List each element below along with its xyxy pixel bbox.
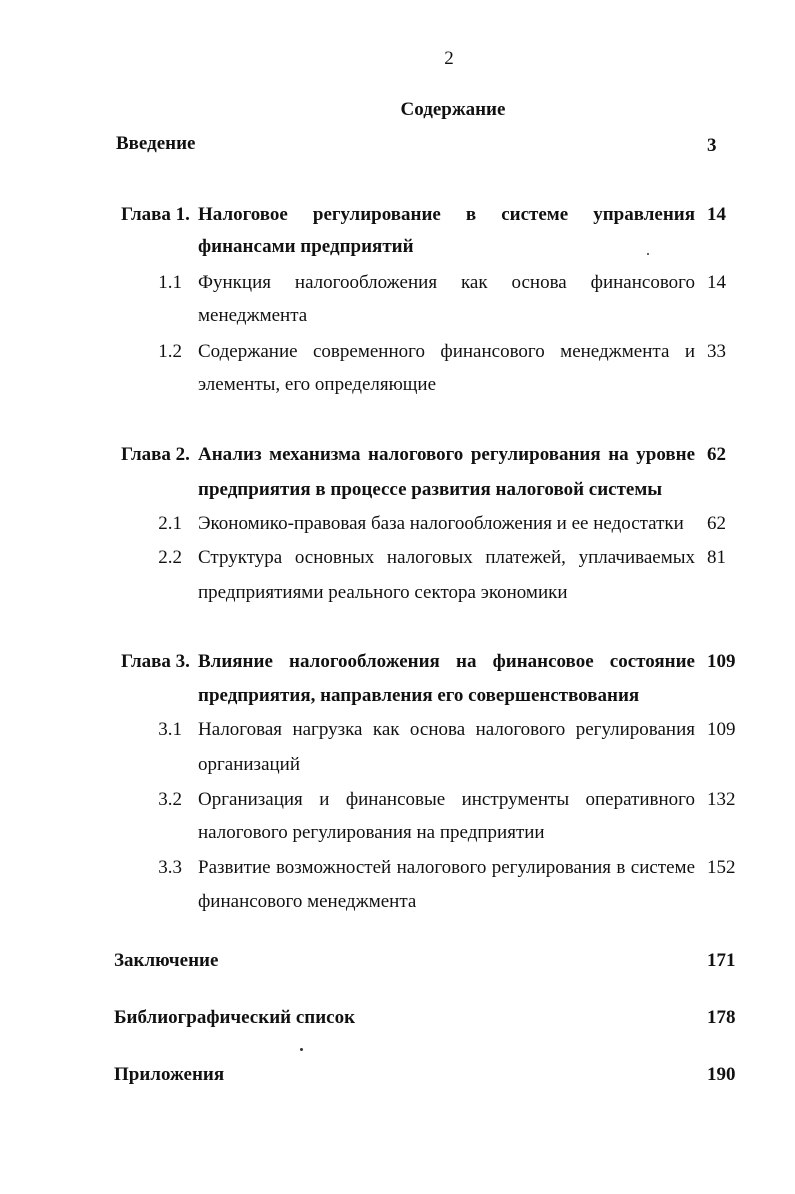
toc-conclusion-page: 171 [707, 950, 736, 971]
section-3-1-number: 3.1 [158, 719, 182, 740]
scan-speck [647, 253, 649, 255]
section-2-2-number: 2.2 [158, 547, 182, 568]
section-3-1-title: Налоговая нагрузка как основа налогового регулирования [198, 719, 695, 740]
section-3-3-number: 3.3 [158, 857, 182, 878]
section-2-1-number: 2.1 [158, 513, 182, 534]
section-2-2-page: 81 [707, 547, 726, 568]
section-3-2-title: Организация и финансовые инструменты оперативного [198, 789, 695, 810]
section-1-2-title-cont: элементы, его определяющие [198, 374, 437, 395]
chapter-3-title-cont: предприятия, направления его совершенствования [198, 685, 640, 706]
chapter-2-page: 62 [707, 444, 726, 465]
chapter-1-page: 14 [707, 204, 726, 225]
toc-intro-page: 3 [707, 135, 717, 156]
toc-intro-label: Введение [116, 133, 196, 154]
chapter-2-label: Глава 2. [121, 444, 190, 465]
section-1-2-title: Содержание современного финансового менеджмента и [198, 341, 695, 362]
section-1-2-number: 1.2 [158, 341, 182, 362]
chapter-3-title: Влияние налогообложения на финансовое состояние [198, 651, 695, 672]
section-2-2-title-cont: предприятиями реального сектора экономики [198, 582, 568, 603]
scan-speck [300, 1048, 303, 1051]
toc-appendices-page: 190 [707, 1064, 736, 1085]
toc-conclusion-label: Заключение [114, 950, 219, 971]
section-2-1-title: Экономико-правовая база налогообложения и ее недостатки [198, 513, 684, 534]
section-1-1-title-cont: менеджмента [198, 305, 308, 326]
toc-appendices-label: Приложения [114, 1064, 225, 1085]
section-3-3-page: 152 [707, 857, 736, 878]
section-3-2-title-cont: налогового регулирования на предприятии [198, 822, 545, 843]
chapter-1-label: Глава 1. [121, 204, 190, 225]
chapter-3-page: 109 [707, 651, 736, 672]
section-3-3-title-cont: финансового менеджмента [198, 891, 417, 912]
page-title: Содержание [400, 99, 506, 120]
toc-bibliography-label: Библиографический список [114, 1007, 356, 1028]
section-1-2-page: 33 [707, 341, 726, 362]
chapter-1-title: Налоговое регулирование в системе управления [198, 204, 695, 225]
chapter-1-title-cont: финансами предприятий [198, 236, 414, 257]
section-1-1-title: Функция налогообложения как основа финансового [198, 272, 695, 293]
section-3-3-title: Развитие возможностей налогового регулирования в системе [198, 857, 695, 878]
section-3-2-number: 3.2 [158, 789, 182, 810]
chapter-2-title: Анализ механизма налогового регулирования на уровне [198, 444, 695, 465]
section-2-1-page: 62 [707, 513, 726, 534]
chapter-3-label: Глава 3. [121, 651, 190, 672]
section-2-2-title: Структура основных налоговых платежей, уплачиваемых [198, 547, 695, 568]
section-3-2-page: 132 [707, 789, 736, 810]
section-1-1-number: 1.1 [158, 272, 182, 293]
section-1-1-page: 14 [707, 272, 726, 293]
chapter-2-title-cont: предприятия в процессе развития налоговой системы [198, 479, 663, 500]
toc-bibliography-page: 178 [707, 1007, 736, 1028]
section-3-1-page: 109 [707, 719, 736, 740]
section-3-1-title-cont: организаций [198, 754, 301, 775]
page-number: 2 [444, 48, 454, 69]
